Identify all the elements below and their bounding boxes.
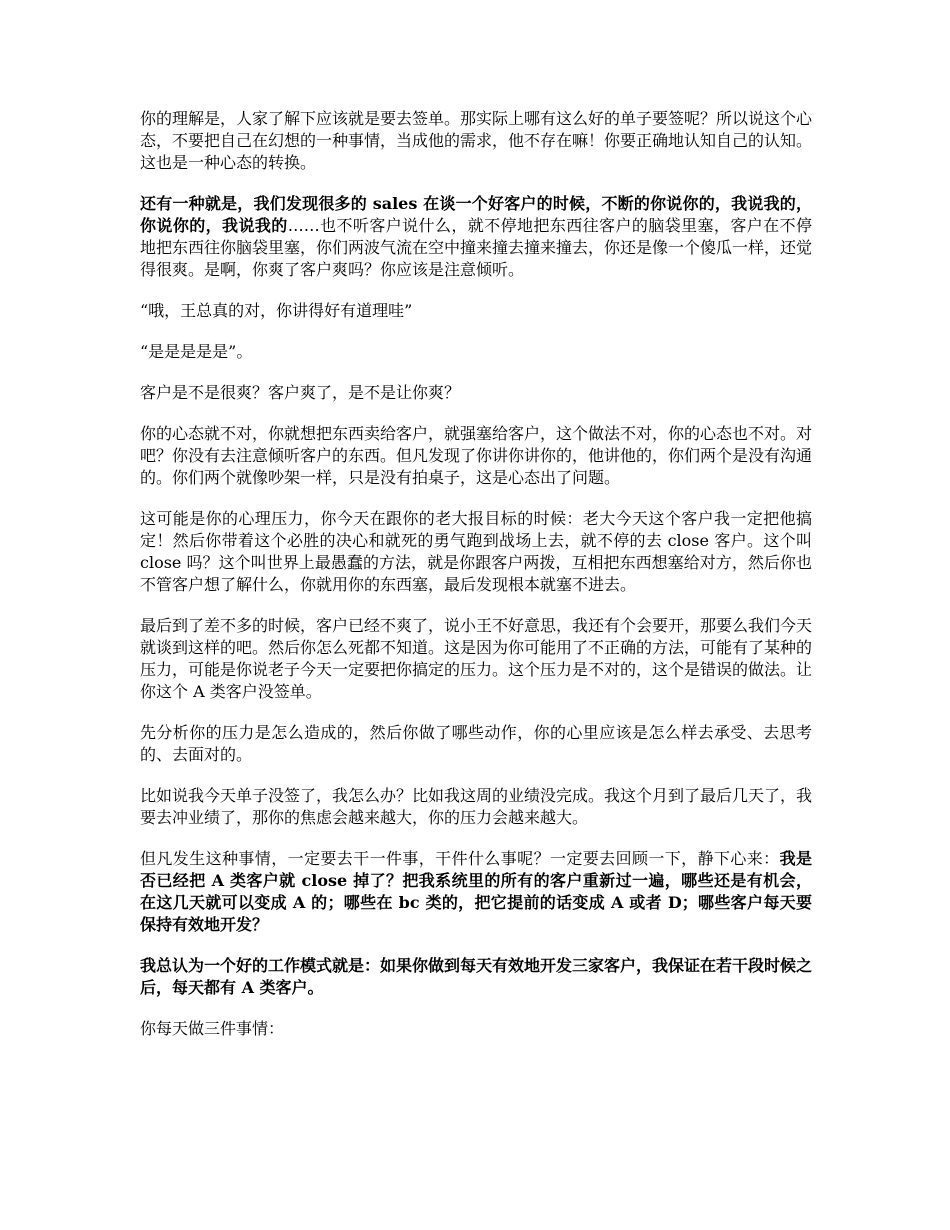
paragraph [140, 848, 812, 936]
paragraph [140, 1018, 812, 1040]
paragraph-text: “是是是是是”。 [140, 342, 253, 361]
paragraph-text: 你的心态就不对，你就想把东西卖给客户，就强塞给客户，这个做法不对，你的心态也不对。对吧？你没有去注意倾听客户的东西。但凡发现了你讲你讲你的，他讲他的，你们两个是没有沟通的。你们两个就像吵架一样，只是没有拍桌子，这是心态出了问题。 [140, 424, 813, 487]
paragraph [140, 300, 812, 322]
paragraph [140, 955, 812, 999]
paragraph [140, 615, 812, 703]
paragraph-text: 但凡发生这种事情，一定要去干一件事，干件什么事呢？一定要去回顾一下，静下心来： [140, 849, 780, 868]
paragraph-text: ……也不听客户说什么，就不停地把东西往客户的脑袋里塞，客户在不停地把东西往你脑袋里塞，你们两波气流在空中撞来撞去撞来撞去，你还是像一个傻瓜一样，还觉得很爽。是啊，你爽了客户爽吗？你应该是注意倾听。 [140, 216, 813, 279]
paragraph [140, 423, 812, 489]
paragraph-text: 客户是不是很爽？客户爽了，是不是让你爽？ [140, 383, 461, 402]
paragraph-text: 比如说我今天单子没签了，我怎么办？比如我这周的业绩没完成。我这个月到了最后几天了，我要去冲业绩了，那你的焦虑会越来越大，你的压力会越来越大。 [140, 786, 813, 827]
paragraph [140, 108, 812, 174]
paragraph [140, 382, 812, 404]
paragraph-bold-text: 还有一种就是，我们发现很多的 sales 在谈一个好客户的时候，不断的你说你的，我说我的，你说你的，我说我的 [140, 194, 812, 235]
paragraph [140, 341, 812, 363]
paragraph-text: 你每天做三件事情： [140, 1019, 285, 1038]
paragraph-text: 最后到了差不多的时候，客户已经不爽了，说小王不好意思，我还有个会要开，那要么我们今天就谈到这样的吧。然后你怎么死都不知道。这是因为你可能用了不正确的方法，可能有了某种的压力，可能是你说老子今天一定要把你搞定的压力。这个压力是不对的，这个是错误的做法。让你这个 A 类客户没签单。 [140, 616, 813, 701]
paragraph-bold-text: 我总认为一个好的工作模式就是：如果你做到每天有效地开发三家客户，我保证在若干段时候之后，每天都有 A 类客户。 [140, 956, 813, 997]
paragraph-text: “哦，王总真的对，你讲得好有道理哇” [140, 301, 413, 320]
paragraph [140, 785, 812, 829]
paragraph-bold-text: 我是否已经把 A 类客户就 close 掉了？把我系统里的所有的客户重新过一遍，哪些还是有机会，在这几天就可以变成 A 的；哪些在 bc 类的，把它提前的话变成 A 或者 D；哪些客户每天要保持有效地开发？ [140, 849, 812, 934]
paragraph-text: 先分析你的压力是怎么造成的，然后你做了哪些动作，你的心里应该是怎么样去承受、去思考的、去面对的。 [140, 723, 812, 764]
paragraph-text: 这可能是你的心理压力，你今天在跟你的老大报目标的时候：老大今天这个客户我一定把他搞定！然后你带着这个必胜的决心和就死的勇气跑到战场上去，就不停的去 close 客户。这个叫 close 吗？这个叫世界上最愚蠢的方法，就是你跟客户两拨，互相把东西想塞给对方，然后你也不管客户想了解什么，你就用你的东西塞，最后发现根本就塞不进去。 [140, 509, 812, 594]
document-page [140, 108, 812, 1059]
paragraph-text: 你的理解是，人家了解下应该就是要去签单。那实际上哪有这么好的单子要签呢？所以说这个心态，不要把自己在幻想的一种事情，当成他的需求，他不存在嘛！你要正确地认知自己的认知。这也是一种心态的转换。 [140, 109, 813, 172]
paragraph [140, 193, 812, 281]
paragraph [140, 722, 812, 766]
paragraph [140, 508, 812, 596]
